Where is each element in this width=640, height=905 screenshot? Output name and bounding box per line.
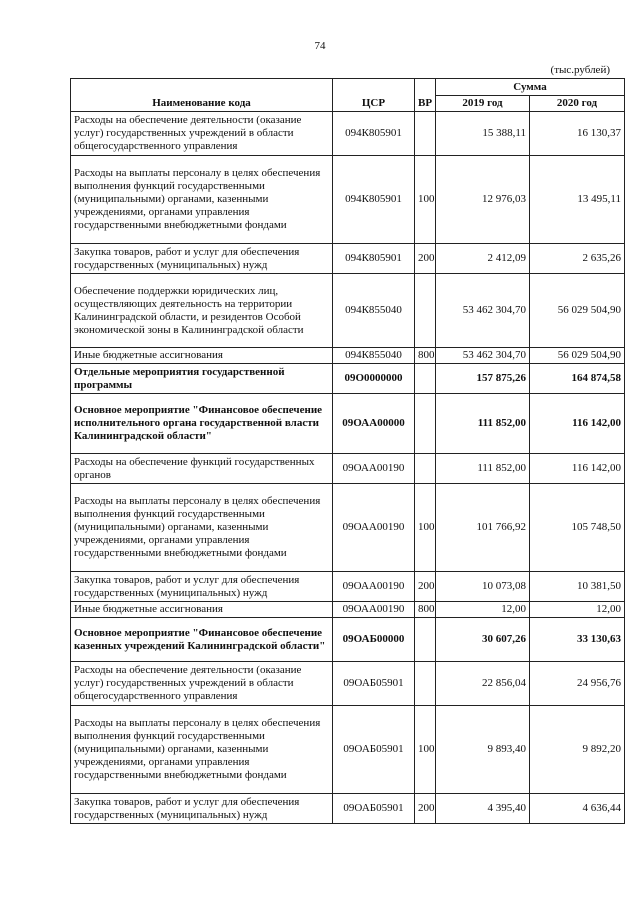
row-2019-cell: 101 766,92: [436, 484, 530, 572]
row-2019-cell: 12 976,03: [436, 156, 530, 244]
row-vr-cell: [415, 364, 436, 394]
row-2020-cell: 2 635,26: [530, 244, 625, 274]
units-label: (тыс.рублей): [550, 64, 610, 76]
header-name: Наименование кода: [71, 79, 333, 112]
row-name-cell: Иные бюджетные ассигнования: [71, 348, 333, 364]
header-2020: 2020 год: [530, 96, 625, 112]
row-name-cell: Основное мероприятие "Финансовое обеспечение исполнительного органа государственной власти Калининградской области": [71, 394, 333, 454]
table-row: [71, 618, 625, 662]
row-2020-cell: 33 130,63: [530, 618, 625, 662]
header-sum: Сумма: [436, 79, 625, 96]
row-name-cell: Основное мероприятие "Финансовое обеспечение казенных учреждений Калининградской области": [71, 618, 333, 662]
row-vr-cell: [415, 112, 436, 156]
row-name-cell: Расходы на обеспечение деятельности (оказание услуг) государственных учреждений в области общегосударственного управления: [71, 112, 333, 156]
table-row: [71, 156, 625, 244]
table-row: [71, 572, 625, 602]
row-name-cell: Расходы на обеспечение деятельности (оказание услуг) государственных учреждений в области общегосударственного управления: [71, 662, 333, 706]
header-2019: 2019 год: [436, 96, 530, 112]
row-csr-cell: 09О0000000: [333, 364, 415, 394]
row-name-cell: Расходы на выплаты персоналу в целях обеспечения выполнения функций государственными (муниципальными) органами, казенными учреждениями, органами управления государственными внебюджетными фондами: [71, 484, 333, 572]
header-csr: ЦСР: [333, 79, 415, 112]
row-vr-cell: 200: [415, 572, 436, 602]
row-vr-cell: 100: [415, 706, 436, 794]
row-csr-cell: 09ОАА00000: [333, 394, 415, 454]
row-2020-cell: 16 130,37: [530, 112, 625, 156]
table-row: [71, 274, 625, 348]
row-csr-cell: 09ОАА00190: [333, 454, 415, 484]
row-csr-cell: 09ОАБ05901: [333, 794, 415, 824]
row-2019-cell: 30 607,26: [436, 618, 530, 662]
row-2019-cell: 157 875,26: [436, 364, 530, 394]
row-csr-cell: 094К805901: [333, 156, 415, 244]
row-vr-cell: [415, 454, 436, 484]
row-vr-cell: [415, 618, 436, 662]
row-2020-cell: 24 956,76: [530, 662, 625, 706]
table-row: [71, 602, 625, 618]
table-body: [71, 112, 625, 824]
row-2019-cell: 2 412,09: [436, 244, 530, 274]
row-2019-cell: 10 073,08: [436, 572, 530, 602]
table-row: [71, 364, 625, 394]
table-row: [71, 394, 625, 454]
row-csr-cell: 09ОАБ05901: [333, 706, 415, 794]
row-csr-cell: 094К855040: [333, 348, 415, 364]
row-csr-cell: 094К805901: [333, 112, 415, 156]
row-csr-cell: 094К855040: [333, 274, 415, 348]
row-vr-cell: 800: [415, 602, 436, 618]
row-2019-cell: 9 893,40: [436, 706, 530, 794]
row-vr-cell: [415, 662, 436, 706]
row-2020-cell: 10 381,50: [530, 572, 625, 602]
row-2019-cell: 111 852,00: [436, 394, 530, 454]
table-row: [71, 244, 625, 274]
row-csr-cell: 094К805901: [333, 244, 415, 274]
row-csr-cell: 09ОАА00190: [333, 484, 415, 572]
header-vr: ВР: [415, 79, 436, 112]
row-csr-cell: 09ОАА00190: [333, 572, 415, 602]
row-csr-cell: 09ОАБ00000: [333, 618, 415, 662]
row-vr-cell: 200: [415, 244, 436, 274]
row-vr-cell: [415, 274, 436, 348]
row-csr-cell: 09ОАБ05901: [333, 662, 415, 706]
row-2020-cell: 12,00: [530, 602, 625, 618]
row-name-cell: Закупка товаров, работ и услуг для обеспечения государственных (муниципальных) нужд: [71, 794, 333, 824]
row-2020-cell: 4 636,44: [530, 794, 625, 824]
page-number: 74: [314, 40, 326, 52]
row-name-cell: Отдельные мероприятия государственной программы: [71, 364, 333, 394]
budget-table: [70, 78, 625, 824]
row-name-cell: Расходы на выплаты персоналу в целях обеспечения выполнения функций государственными (муниципальными) органами, казенными учреждениями, органами управления государственными внебюджетными фондами: [71, 706, 333, 794]
row-vr-cell: 100: [415, 156, 436, 244]
row-name-cell: Закупка товаров, работ и услуг для обеспечения государственных (муниципальных) нужд: [71, 244, 333, 274]
row-name-cell: Иные бюджетные ассигнования: [71, 602, 333, 618]
row-2019-cell: 111 852,00: [436, 454, 530, 484]
row-2019-cell: 53 462 304,70: [436, 348, 530, 364]
row-2020-cell: 164 874,58: [530, 364, 625, 394]
row-name-cell: Расходы на обеспечение функций государственных органов: [71, 454, 333, 484]
row-vr-cell: 200: [415, 794, 436, 824]
row-2020-cell: 9 892,20: [530, 706, 625, 794]
row-vr-cell: [415, 394, 436, 454]
row-2020-cell: 56 029 504,90: [530, 348, 625, 364]
table-row: [71, 706, 625, 794]
table-row: [71, 454, 625, 484]
table-row: [71, 112, 625, 156]
row-2019-cell: 53 462 304,70: [436, 274, 530, 348]
row-name-cell: Расходы на выплаты персоналу в целях обеспечения выполнения функций государственными (муниципальными) органами, казенными учреждениями, органами управления государственными внебюджетными фондами: [71, 156, 333, 244]
row-2019-cell: 12,00: [436, 602, 530, 618]
table-row: [71, 348, 625, 364]
row-csr-cell: 09ОАА00190: [333, 602, 415, 618]
row-2020-cell: 13 495,11: [530, 156, 625, 244]
row-vr-cell: 100: [415, 484, 436, 572]
table-row: [71, 662, 625, 706]
row-2020-cell: 56 029 504,90: [530, 274, 625, 348]
row-2019-cell: 15 388,11: [436, 112, 530, 156]
table-row: [71, 484, 625, 572]
row-name-cell: Закупка товаров, работ и услуг для обеспечения государственных (муниципальных) нужд: [71, 572, 333, 602]
row-2020-cell: 116 142,00: [530, 454, 625, 484]
row-2019-cell: 4 395,40: [436, 794, 530, 824]
row-2019-cell: 22 856,04: [436, 662, 530, 706]
row-name-cell: Обеспечение поддержки юридических лиц, осуществляющих деятельность на территории Калининградской области, и резидентов Особой экономической зоны в Калининградской области: [71, 274, 333, 348]
row-vr-cell: 800: [415, 348, 436, 364]
row-2020-cell: 105 748,50: [530, 484, 625, 572]
table-row: [71, 794, 625, 824]
row-2020-cell: 116 142,00: [530, 394, 625, 454]
